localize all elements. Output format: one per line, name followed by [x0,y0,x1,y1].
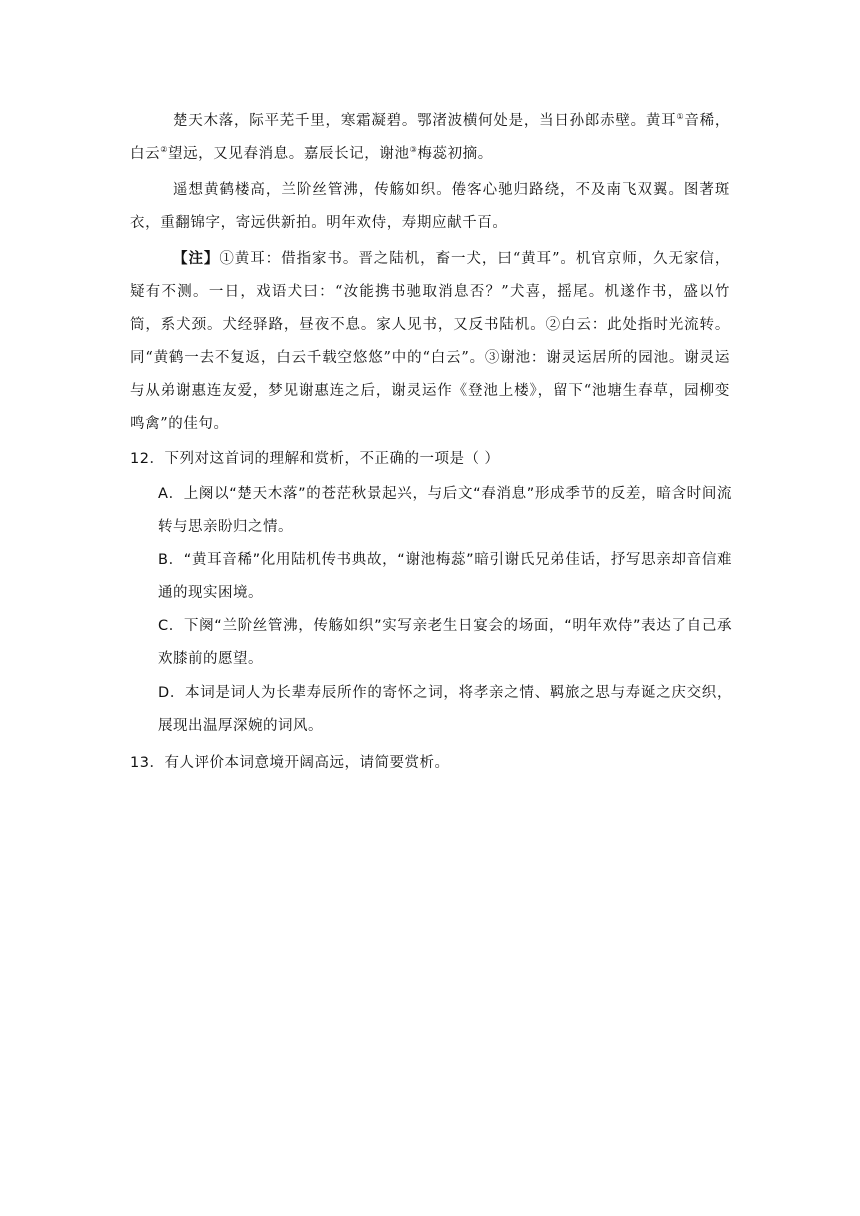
footnote-marker-3: ③ [409,145,418,155]
option-a: A．上阕以“楚天木落”的苍茫秋景起兴，与后文“春消息”形成季节的反差，暗含时间流转与思亲盼归之情。 [158,486,732,535]
question-13: 13．有人评价本词意境开阔高远，请简要赏析。 [130,755,450,771]
poem-notes [130,242,730,441]
notes-label: 【注】 [173,250,220,267]
poem-stanza-2: 遥想黄鹤楼高，兰阶丝管沸，传觞如织。倦客心驰归路绕，不及南飞双翼。图著斑衣，重翻锦字，寄远供新拍。明年欢侍，寿期应献千百。 [130,182,730,231]
option-c: C．下阕“兰阶丝管沸，传觞如织”实写亲老生日宴会的场面，“明年欢侍”表达了自己承欢膝前的愿望。 [158,618,732,667]
option-b: B．“黄耳音稀”化用陆机传书典故，“谢池梅蕊”暗引谢氏兄弟佳话，抒写思亲却音信难通的现实困境。 [158,552,732,601]
notes-text: ①黄耳：借指家书。晋之陆机，畜一犬，曰“黄耳”。机官京师，久无家信，疑有不测。一日，戏语犬曰：“汝能携书驰取消息否？”犬喜，摇尾。机遂作书，盛以竹筒，系犬颈。犬经驿路，昼夜不息。家人见书，又反书陆机。②白云：此处指时光流转。同“黄鹤一去不复返，白云千载空悠悠”中的“白云”。③谢池：谢灵运居所的园池。谢灵运与从弟谢惠连友爱，梦见谢惠连之后，谢灵运作《登池上楼》，留下“池塘生春草，园柳变鸣禽”的佳句。 [130,251,730,432]
footnote-marker-1: ① [676,112,685,122]
footnote-marker-2: ② [160,145,168,155]
poem-stanza-1 [130,105,730,171]
stanza-1-text-d: 梅蕊初摘。 [417,146,493,162]
stanza-1-text-b: 音稀，白云 [130,113,731,162]
question-12: 12．下列对这首词的理解和赏析，不正确的一项是（ ） [130,451,500,467]
option-d: D．本词是词人为长辈寿辰所作的寄怀之词，将孝亲之情、羁旅之思与寿诞之庆交织，展现出温厚深婉的词风。 [158,685,732,734]
stanza-1-text-a: 楚天木落，际平芜千里，寒霜凝碧。鄂渚波横何处是，当日孙郎赤壁。黄耳 [173,113,677,129]
stanza-1-text-c: 望远，又见春消息。嘉辰长记，谢池 [167,146,410,162]
